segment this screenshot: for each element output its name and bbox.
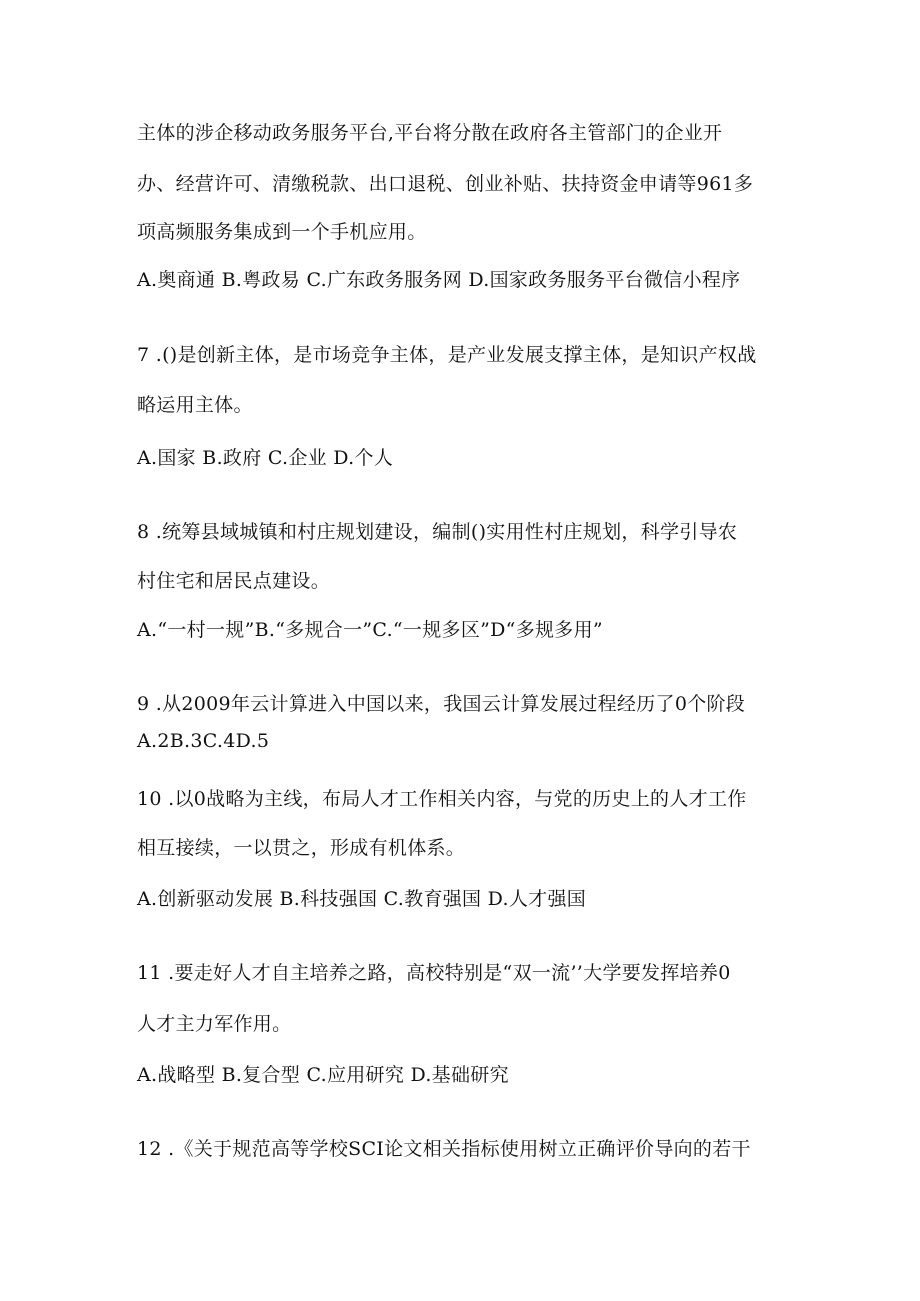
answer-options: A.创新驱动发展 B.科技强国 C.教育强国 D.人才强国: [137, 888, 587, 910]
answer-options: A.战略型 B.复合型 C.应用研究 D.基础研究: [137, 1064, 509, 1086]
text-line: 村住宅和居民点建设。: [137, 570, 331, 592]
question-8: 8 .统筹县域城镇和村庄规划建设，编制()实用性村庄规划，科学引导农: [137, 521, 738, 543]
text-line: 办、经营许可、清缴税款、出口退税、创业补贴、扶持资金申请等961多: [137, 173, 754, 195]
answer-options: A.国家 B.政府 C.企业 D.个人: [137, 447, 394, 469]
text-line: 略运用主体。: [137, 394, 253, 416]
text-line: 项高频服务集成到一个手机应用。: [137, 221, 427, 243]
question-12: 12 .《关于规范高等学校SCI论文相关指标使用树立正确评价导向的若干: [137, 1138, 751, 1160]
answer-options: A.“一村一规”B.“多规合一”C.“一规多区”D“多规多用”: [137, 619, 603, 641]
question-10: 10 .以0战略为主线，布局人才工作相关内容，与党的历史上的人才工作: [137, 788, 747, 810]
answer-options: A.奥商通 B.粤政易 C.广东政务服务网 D.国家政务服务平台微信小程序: [137, 269, 741, 291]
text-line: 人才主力军作用。: [137, 1013, 292, 1035]
question-9: 9 .从2009年云计算进入中国以来，我国云计算发展过程经历了0个阶段: [137, 693, 746, 715]
question-11: 11 .要走好人才自主培养之路，高校特别是“双一流’’大学要发挥培养0: [137, 962, 731, 984]
question-7: 7 .()是创新主体，是市场竞争主体，是产业发展支撑主体，是知识产权战: [137, 344, 757, 366]
text-line: 主体的涉企移动政务服务平台,平台将分散在政府各主管部门的企业开: [137, 122, 723, 144]
text-line: 相互接续，一以贯之，形成有机体系。: [137, 837, 466, 859]
answer-options: A.2B.3C.4D.5: [137, 730, 270, 752]
